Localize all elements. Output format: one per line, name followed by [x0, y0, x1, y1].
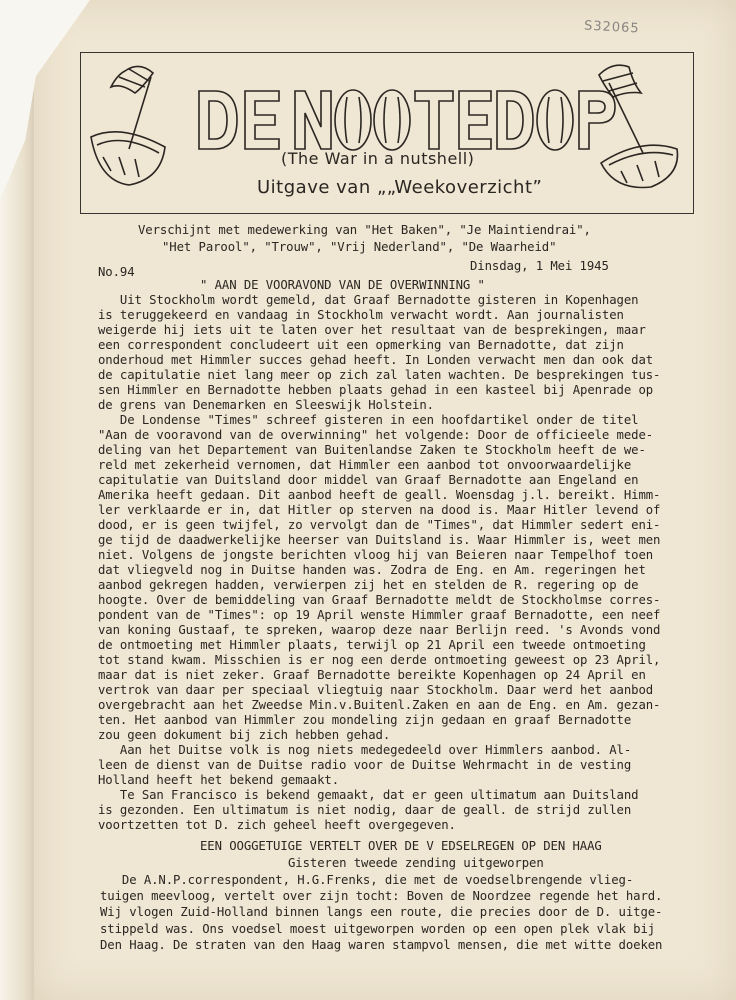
section-line-5: Den Haag. De straten van den Haag waren stampvol mensen, die met witte doeken	[100, 937, 663, 952]
body-line-21: hoogte. Over de bemiddeling van Graaf Bernadotte meldt de Stockholmse corres-	[98, 593, 661, 607]
body-line-9: De Londense "Times" schreef gisteren in een hoofdartikel onder de titel	[98, 413, 639, 427]
body-line-26: maar dat is niet zeker. Graaf Bernadotte bereikte Kopenhagen op 24 April en	[98, 668, 646, 682]
body-line-24: de ontmoeting met Himmler plaats, terwijl op 21 April een tweede ontmoeting	[98, 638, 646, 652]
title-nut-o-icon	[335, 90, 410, 150]
body-line-34: Te San Francisco is bekend gemaakt, dat er geen ultimatum aan Duitsland	[98, 788, 639, 802]
section-line-2: tuigen meevloog, vertelt over zijn tocht: Boven de Noordzee regende het hard.	[100, 889, 663, 904]
body-line-7: sen Himmler en Bernadotte hebben plaats gehad in een kasteel bij Apenrade op	[98, 383, 654, 397]
body-line-17: ge tijd de daadwerkelijke heerser van Duitsland is. Waar Himmler is, weet men	[98, 533, 661, 547]
cooperation-line-2: "Het Parool", "Trouw", "Vrij Nederland", "De Waarheid"	[162, 240, 557, 254]
body-line-15: ler verklaarde er in, dat Hitler op sterven na dood is. Maar Hitler levend of	[98, 503, 661, 517]
section-line-3: Wij vlogen Zuid-Holland binnen langs een route, die precies door de D. uitge-	[100, 905, 663, 920]
body-line-25: tot stand kwam. Misschien is er nog een derde ontmoeting geweest op 23 April,	[98, 653, 661, 667]
body-line-29: ten. Het aanbod van Himmler zou mondeling zijn gedaan en graaf Bernadotte	[98, 713, 632, 727]
section-line-4: stippeld was. Ons voedsel moest uitgeworpen worden op een open plek vlak bij	[100, 921, 656, 936]
left-nutshell-flag-icon	[91, 66, 165, 185]
masthead-subtitle: (The War in a nutshell)	[281, 149, 475, 168]
body-line-32: leen de dienst van de Duitse radio voor de Duitse Wehrmacht in de vesting	[98, 758, 632, 772]
section-subheadline: Gisteren tweede zending uitgeworpen	[288, 856, 544, 870]
body-line-10: "Aan de vooravond van de overwinning" het volgende: Door de officieele mede-	[98, 428, 654, 442]
body-line-27: vertrok van daar per speciaal vliegtuig naar Stockholm. Daar werd het aanbod	[98, 683, 654, 697]
body-line-13: capitulatie van Duitsland door middel van Graaf Bernadotte aan Engeland en	[98, 473, 639, 487]
title-letter-e-icon	[245, 91, 279, 149]
body-line-23: van koning Gustaaf, te spreken, waarop deze naar Berlijn reed. 's Avonds vond	[98, 623, 661, 637]
issue-number: No.94	[98, 265, 135, 279]
body-line-31: Aan het Duitse volk is nog niets medegedeeld over Himmlers aanbod. Al-	[98, 743, 632, 757]
body-line-1: Uit Stockholm wordt gemeld, dat Graaf Bernadotte gisteren in Kopenhagen	[98, 293, 639, 307]
body-line-33: Holland heeft het bekend gemaakt.	[98, 773, 340, 787]
title-letter-d-icon	[199, 91, 237, 149]
title-letter-e2-icon	[459, 91, 491, 149]
cooperation-line-1: Verschijnt met medewerking van "Het Baken", "Je Maintiendrai",	[138, 223, 591, 237]
title-letter-n-icon	[295, 91, 331, 149]
title-letter-p-icon	[579, 91, 615, 149]
right-nutshell-flag-icon	[599, 65, 677, 187]
body-line-12: reld met zekerheid vernomen, dat Himmler een aanbod tot onvoorwaardelijke	[98, 458, 632, 472]
body-line-20: aanbod gekregen hadden, verwierpen zij het en stelden de R. regering op de	[98, 578, 639, 592]
body-line-8: de grens van Denemarken en Sleeswijk Holstein.	[98, 398, 434, 412]
section-line-1: De A.N.P.correspondent, H.G.Frenks, die met de voedselbrengende vlieg-	[100, 873, 634, 887]
issue-date: Dinsdag, 1 Mei 1945	[470, 259, 609, 273]
archive-pencil-note: S32065	[583, 18, 640, 37]
headline: " AAN DE VOORAVOND VAN DE OVERWINNING "	[200, 278, 485, 292]
title-letter-t-icon	[415, 91, 453, 149]
title-nut-o2-icon	[537, 90, 573, 150]
body-line-4: een correspondent concludeert uit een opmerking van Bernadotte, dat zijn	[98, 338, 624, 352]
body-line-35: is gezonden. Een ultimatum is niet nodig, daar de geall. de strijd zullen	[98, 803, 632, 817]
body-line-28: overgebracht aan het Zweedse Min.v.Buitenl.Zaken en aan de Eng. en Am. gezan-	[98, 698, 661, 712]
body-line-16: dood, er is geen twijfel, zo vervolgt dan de "Times", dat Himmler sedert eni-	[98, 518, 661, 532]
masthead-publisher-line: Uitgave van „„Weekoverzicht”	[257, 177, 543, 198]
body-line-22: pondent van de "Times": op 19 April wenste Himmler graaf Bernadotte, een neef	[98, 608, 661, 622]
section-headline: EEN OOGGETUIGE VERTELT OVER DE V EDSELREGEN OP DEN HAAG	[200, 839, 602, 853]
masthead	[80, 52, 694, 214]
body-line-3: weigerde hij iets uit te laten over het resultaat van de besprekingen, maar	[98, 323, 646, 337]
body-line-5: onderhoud met Himmler succes gehad heeft. In Londen verwacht men dan ook dat	[98, 353, 654, 367]
body-line-2: is teruggekeerd en vandaag in Stockholm verwacht wordt. Aan journalisten	[98, 308, 624, 322]
body-line-30: zou geen dokument bij zich hebben gehad.	[98, 728, 391, 742]
title-letter-d2-icon	[497, 91, 533, 149]
body-line-6: de capitulatie niet lang meer op zich zal laten wachten. De besprekingen tus-	[98, 368, 661, 382]
body-line-19: dat vliegveld nog in Duitse handen was. Zodra de Eng. en Am. regeringen het	[98, 563, 646, 577]
body-line-18: niet. Volgens de jongste berichten vloog hij van Beieren naar Tempelhof toen	[98, 548, 654, 562]
body-line-11: deling van het Departement van Buitenlandse Zaken te Stockholm heeft de we-	[98, 443, 646, 457]
body-line-14: Amerika heeft gedaan. Dit aanbod heeft de geall. Woensdag j.l. bereikt. Himm-	[98, 488, 661, 502]
body-line-36: voortzetten tot D. zich geheel heeft overgegeven.	[98, 818, 456, 832]
